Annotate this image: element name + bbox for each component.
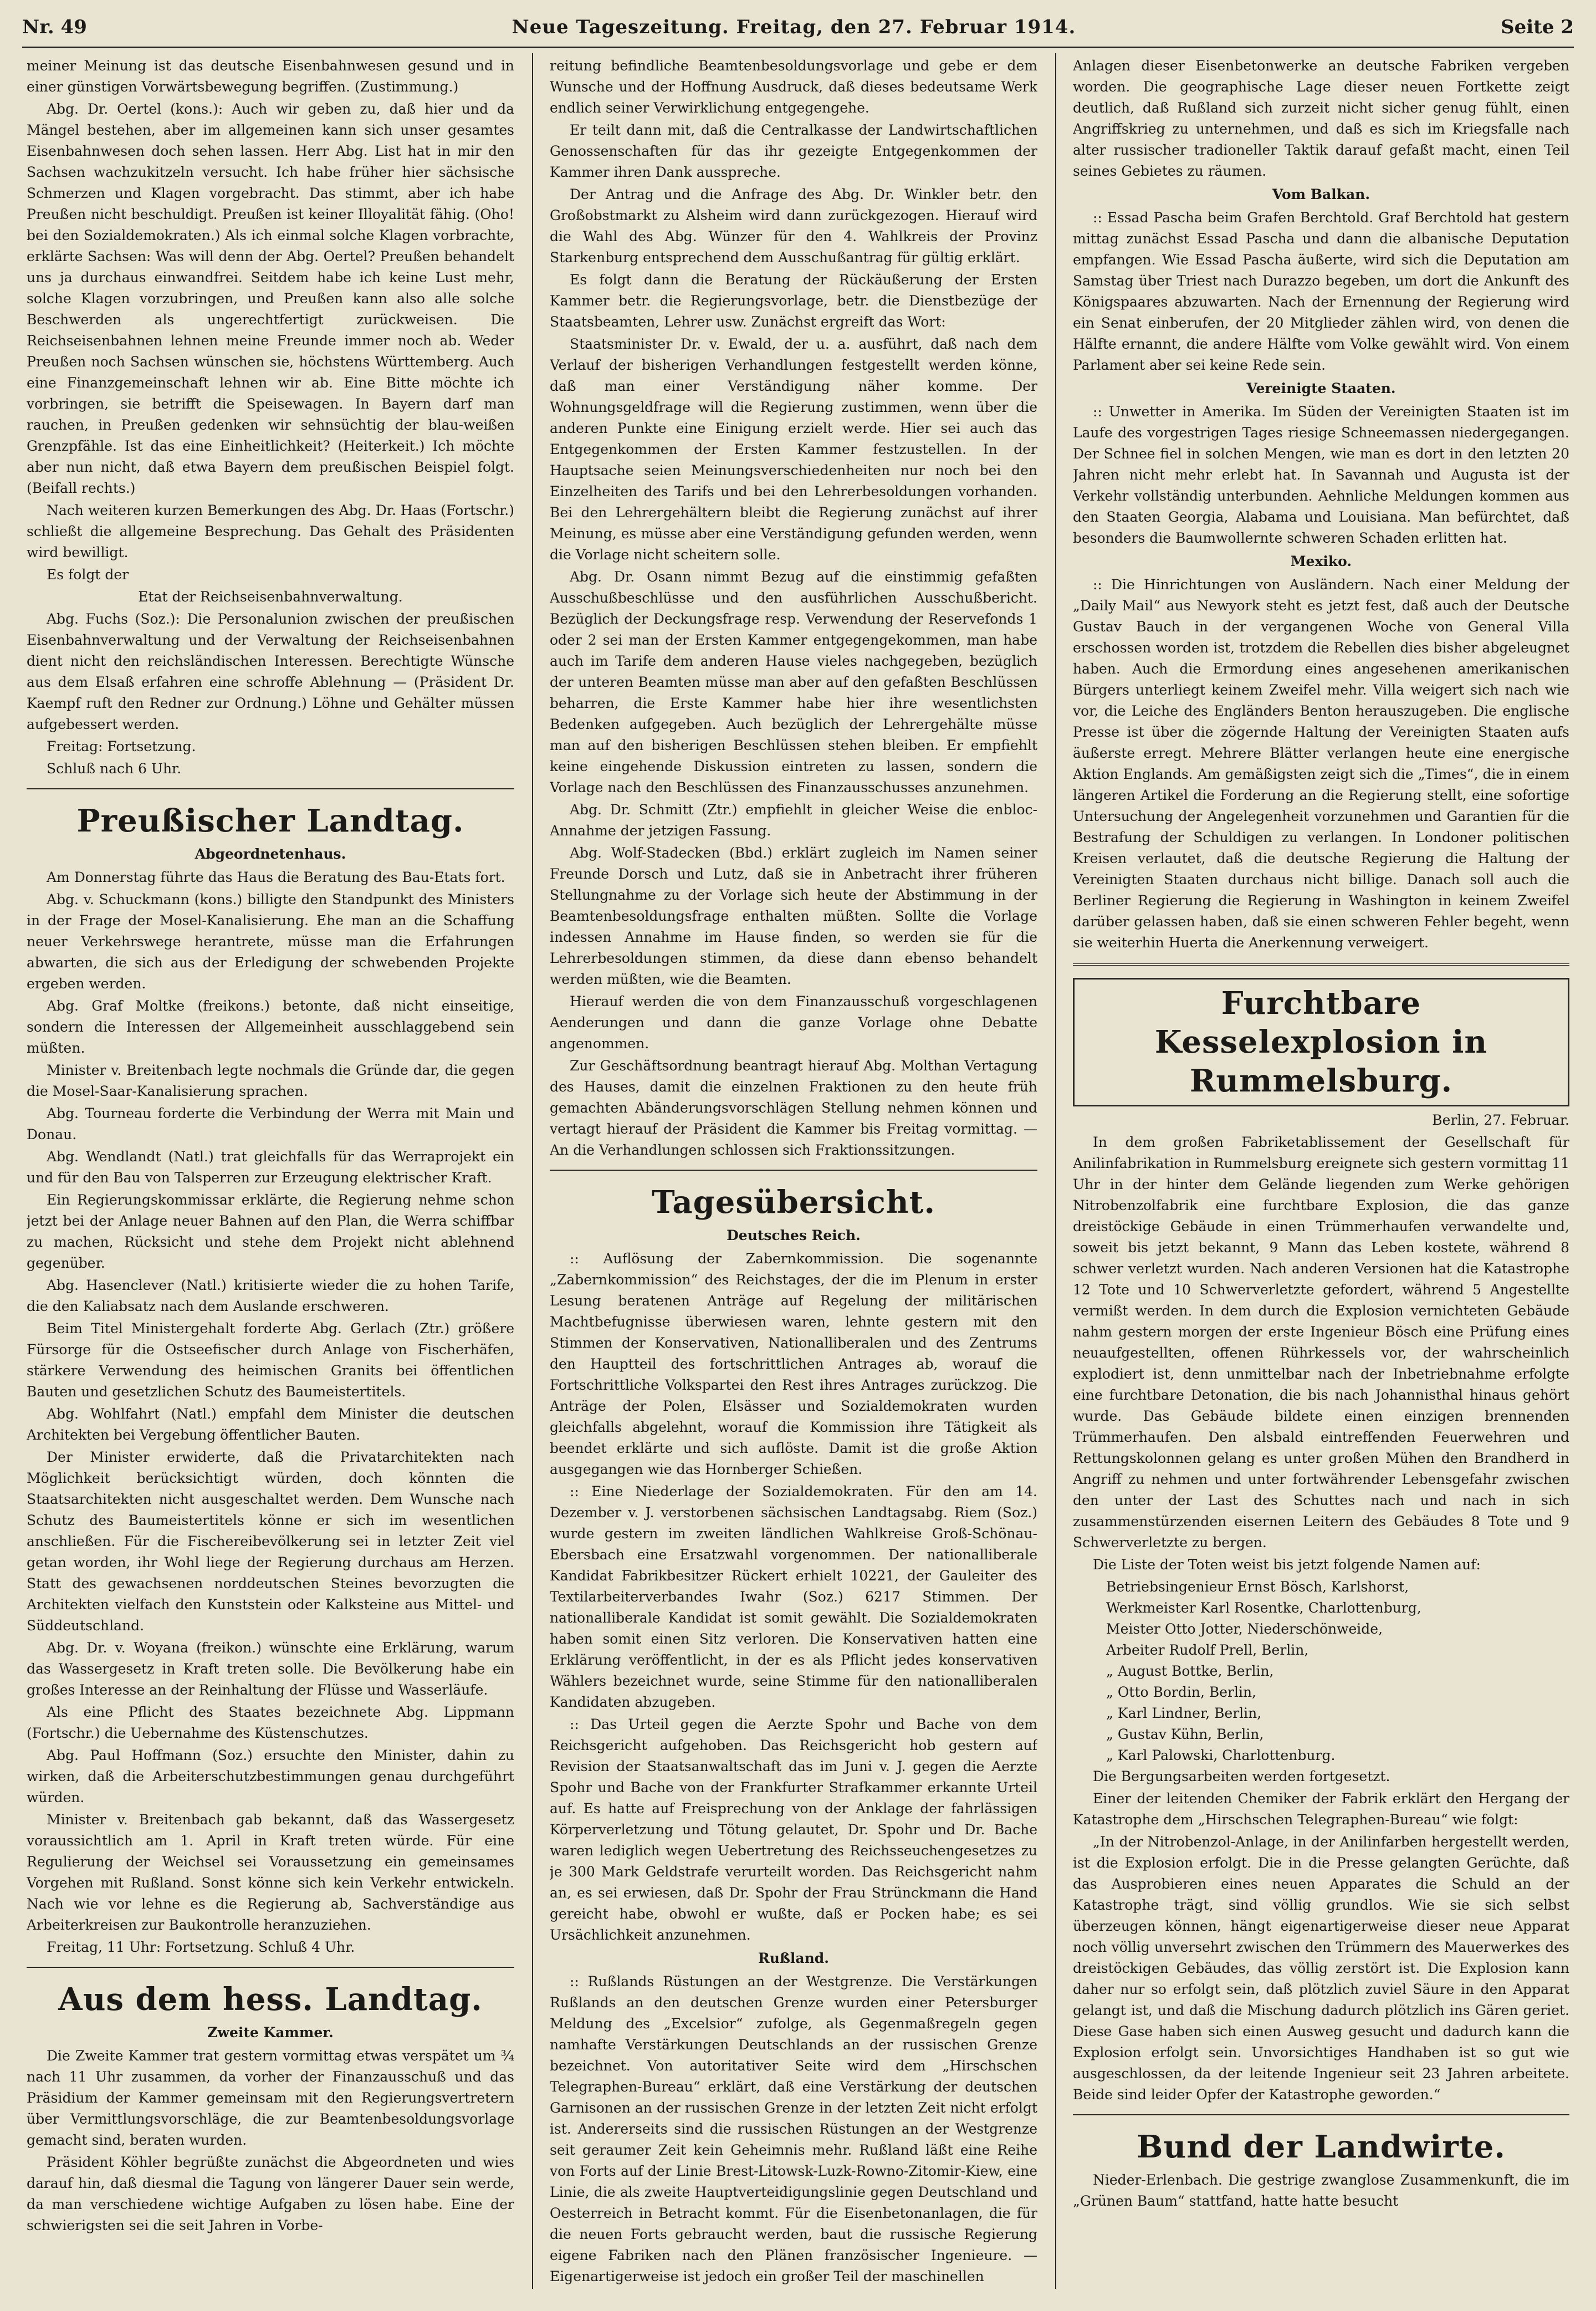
news-item: :: Rußlands Rüstungen an der Westgrenze. Die Verstärkungen Rußlands an den deutschen Grenze wurden einer Petersburger Meldung des „Excelsior“ zufolge, als Gegenmaßregeln gegen namhafte Verstärkungen Deutschlands an der russischen Grenze bezeichnet. Von autoritativer Seite wird dem „Hirschschen Telegraphen-Bureau“ erklärt, daß eine Verstärkung der deutschen Garnisonen an der russischen Grenze in der letzten Zeit nicht erfolgt ist. Andererseits sind die russischen Rüstungen an der Westgrenze seit geraumer Zeit kein Geheimnis mehr. Rußland läßt eine Reihe von Forts auf der Linie Brest-Litowsk-Luzk-Rowno-Zitomir-Kiew, eine Linie, die als zweite Hauptverteidigungslinie gegen Deutschland und Oesterreich in Betracht kommt. Für die Eisenbetonanlagen, die für die neuen Forts gebraucht werden, baut die russische Regierung eigene Fabriken nach den Plänen französischer Ingenieure. — Eigenartigerweise ist jedoch ein großer Teil der maschinellen bbox=[550, 1973, 1037, 2284]
article-text: Abg. Tourneau forderte die Verbindung der Werra mit Main und Donau. bbox=[27, 1105, 514, 1142]
subheading: Rußland. bbox=[758, 1950, 829, 1966]
subheading: Mexiko. bbox=[1290, 553, 1352, 569]
list-item: „ August Bottke, Berlin, bbox=[1106, 1663, 1274, 1679]
article-text: Abg. Dr. Schmitt (Ztr.) empfiehlt in gleicher Weise die enbloc-Annahme der jetzigen Fassung. bbox=[550, 802, 1037, 839]
headline-hess-landtag: Aus dem hess. Landtag. bbox=[58, 1981, 483, 2018]
news-item: :: Auflösung der Zabernkommission. Die sogenannte „Zabernkommission“ des Reichstages, der die im Plenum in erster Lesung beratenen Anträge auf Regelung der militärischen Machtbefugnisse überwiesen waren, lehnte gestern mit den Stimmen der Konservativen, Nationalliberalen und des Zentrums den Hauptteil des fortschrittlichen Antrages ab, worauf die Fortschrittliche Volkspartei den Rest ihres Antrages zurückzog. Die Anträge der Polen, Elsässer und Sozialdemokraten wurden gleichfalls abgelehnt, worauf die Kommission ihre Tätigkeit als beendet erklärte und sich auflöste. Damit ist die große Aktion ausgegangen wie das Hornberger Schießen. bbox=[550, 1251, 1037, 1477]
article-text: Es folgt der bbox=[47, 567, 129, 583]
article-text: Nieder-Erlenbach. Die gestrige zwanglose Zusammenkunft, die im „Grünen Baum“ stattfand, hatte hatte besucht bbox=[1073, 2172, 1569, 2209]
news-item: :: Unwetter in Amerika. Im Süden der Vereinigten Staaten ist im Laufe des vorgestrigen Tages riesige Schneemassen niedergegangen. Der Schnee fiel in solchen Mengen, wie man es dort in den letzten 20 Jahren nicht mehr erlebt hat. In Savannah und Augusta ist der Verkehr vollständig unterbunden. Aehnliche Meldungen kommen aus den Staaten Georgia, Alabama und Louisiana. Man befürchtet, daß besonders die Baumwollernte schweren Schaden erlitten hat. bbox=[1073, 404, 1569, 546]
article-text: Es folgt dann die Beratung der Rückäußerung der Ersten Kammer betr. die Regierungsvorlage, betr. die Dienstbezüge der Staatsbeamten, Lehrer usw. Zunächst ergreift das Wort: bbox=[550, 272, 1037, 330]
article-text: Minister v. Breitenbach legte nochmals die Gründe dar, die gegen die Mosel-Saar-Kanalisierung sprachen. bbox=[27, 1062, 514, 1099]
article-text: Zur Geschäftsordnung beantragt hierauf Abg. Molthan Vertagung des Hauses, damit die einzelnen Fraktionen zu den heute früh gemachten Abänderungsvorschlägen Stellung nehmen können und vertagt hierauf der Präsident die Kammer bis Freitag vormittag. — An die Verhandlungen schlossen sich Fraktionssitzungen. bbox=[550, 1058, 1037, 1158]
dateline: Berlin, 27. Februar. bbox=[1432, 1112, 1569, 1128]
list-item: Meister Otto Jotter, Niederschönweide, bbox=[1106, 1621, 1383, 1637]
column-2 bbox=[550, 55, 1037, 2289]
divider bbox=[1073, 2114, 1569, 2115]
news-item: :: Essad Pascha beim Grafen Berchtold. Graf Berchtold hat gestern mittag zunächst Essad Pascha und dann die albanische Deputation empfangen. Wie Essad Pascha äußerte, wird sich die Deputation am Samstag über Triest nach Durazzo begeben, um dort die Ankunft des Königspaares abzuwarten. Nach der Ernennung der Regierung wird ein Senat einberufen, der 20 Mitglieder zählen wird, von denen die Hälfte ernannt, die andere Hälfte vom Volke gewählt wird. Von einem Parlament aber sei keine Rede sein. bbox=[1073, 210, 1569, 373]
article-text: Der Minister erwiderte, daß die Privatarchitekten nach Möglichkeit berücksichtigt würden, doch könnten die Staatsarchitekten nicht ausgeschaltet werden. Dem Wunsche nach Schutz des Baumeistertitels könne er sich im wesentlichen anschließen. Für die Fischereibevölkerung sei in letzter Zeit viel getan worden, ihr Wohl liege der Regierung durchaus am Herzen. Statt des gewachsenen norddeutschen Steines bevorzugten die Architekten vielfach den Kunststein oder Kalksteine aus Mittel- und Süddeutschland. bbox=[27, 1449, 514, 1634]
list-item: Werkmeister Karl Rosentke, Charlottenburg, bbox=[1106, 1600, 1421, 1616]
article-text: Abg. Wohlfahrt (Natl.) empfahl dem Minister die deutschen Architekten bei Vergebung öffentlicher Bauten. bbox=[27, 1406, 514, 1443]
news-item: :: Das Urteil gegen die Aerzte Spohr und Bache von dem Reichsgericht aufgehoben. Das Reichsgericht hob gestern auf Revision der Staatsanwaltschaft das im Juni v. J. gegen die Aerzte Spohr und Bache von der Frankfurter Strafkammer erkannte Urteil auf. Es hatte auf Freisprechung von der Anklage der fahrlässigen Körperverletzung und Tötung gelautet, Dr. Spohr und Dr. Bache waren lediglich wegen Uebertretung des Reichsseuchengesetzes zu je 300 Mark Geldstrafe verurteilt worden. Das Reichsgericht nahm an, es sei erwiesen, daß Dr. Spohr der Frau Strünckmann die Hand gereicht habe, obwohl er wußte, daß er Pocken habe; es sei Ursächlichkeit anzunehmen. bbox=[550, 1716, 1037, 1943]
headline-kesselexplosion: Furchtbare Kesselexplosion in Rummelsburg. bbox=[1073, 978, 1569, 1106]
article-text: Schluß nach 6 Uhr. bbox=[47, 761, 182, 777]
masthead bbox=[22, 8, 1574, 48]
article-text: Abg. Wolf-Stadecken (Bbd.) erklärt zugleich im Namen seiner Freunde Dorsch und Lutz, daß sie in Anbetracht ihrer früheren Stellungnahme zu der Vorlage sich heute der Abstimmung in der Beamtenbesoldungsfrage enthalten müßten. Sollte die Vorlage indessen Annahme im Hause finden, so werden sie für die Lehrerbesoldungen stimmen, da diese dann ebenso behandelt werden müßten, wie die Beamten. bbox=[550, 845, 1037, 987]
subheading: Abgeordnetenhaus. bbox=[195, 846, 346, 862]
headline-tagesuebersicht: Tagesübersicht. bbox=[652, 1184, 935, 1221]
article-text: Als eine Pflicht des Staates bezeichnete Abg. Lippmann (Fortschr.) die Uebernahme des Küstenschutzes. bbox=[27, 1704, 514, 1741]
article-text: Einer der leitenden Chemiker der Fabrik erklärt den Hergang der Katastrophe dem „Hirschschen Telegraphen-Bureau“ wie folgt: bbox=[1073, 1790, 1569, 1828]
divider bbox=[27, 788, 514, 789]
list-item: „ Karl Lindner, Berlin, bbox=[1106, 1705, 1262, 1721]
article-text: Hierauf werden die von dem Finanzausschuß vorgeschlagenen Aenderungen und dann die ganze Vorlage ohne Debatte angenommen. bbox=[550, 993, 1037, 1052]
article-text: meiner Meinung ist das deutsche Eisenbahnwesen gesund und in einer günstigen Vorwärtsbewegung begriffen. (Zustimmung.) bbox=[27, 58, 514, 95]
article-text: Die Zweite Kammer trat gestern vormittag etwas verspätet um ¾ nach 11 Uhr zusammen, da vorher der Finanzausschuß und das Präsidium der Kammer gemeinsam mit den Regierungsvertretern über Vermittlungsvorschläge, die zur Beamtenbesoldungsvorlage gemacht sind, beraten wurden. bbox=[27, 2048, 514, 2148]
section-subtitle: Etat der Reichseisenbahnverwaltung. bbox=[138, 589, 403, 605]
article-text: Anlagen dieser Eisenbetonwerke an deutsche Fabriken vergeben worden. Die geographische Lage dieser neuen Fortkette zeigt deutlich, daß Rußland sich zurzeit nicht sicher genug fühlt, einen Angriffskrieg zu unternehmen, und daß es sich im Kriegsfalle nach alter russischer tradioneller Taktik darauf gefaßt macht, einen Teil seines Gebietes zu räumen. bbox=[1073, 58, 1569, 179]
article-text: Die Bergungsarbeiten werden fortgesetzt. bbox=[1093, 1768, 1390, 1784]
article-text: Abg. Dr. Osann nimmt Bezug auf die einstimmig gefaßten Ausschußbeschlüsse und den ausführlichen Ausschußbericht. Bezüglich der Deckungsfrage resp. Verwendung der Reservefonds 1 oder 2 sei man der Ersten Kammer entgegengekommen, man habe auch im Tarife dem anderen Hause vieles nachgegeben, bezüglich der unteren Beamten müsse man aber auf den gefaßten Beschlüssen beharren, die Erste Kammer habe hier ihre wesentlichsten Bedenken aufgegeben. Auch bezüglich der Lehrergehälte müsse man auf den bisherigen Beschlüssen stehen bleiben. Er empfiehlt keine eingehende Diskussion eintreten zu lassen, sondern die Vorlage nach den Beschlüssen des Finanzausschusses anzunehmen. bbox=[550, 569, 1037, 795]
column-3 bbox=[1073, 55, 1569, 2289]
column-1 bbox=[27, 55, 514, 2289]
divider bbox=[550, 1170, 1037, 1171]
article-text: Die Liste der Toten weist bis jetzt folgende Namen auf: bbox=[1093, 1557, 1481, 1573]
subheading: Vereinigte Staaten. bbox=[1246, 380, 1396, 396]
article-text: Am Donnerstag führte das Haus die Beratung des Bau-Etats fort. bbox=[47, 869, 505, 885]
list-item: Arbeiter Rudolf Prell, Berlin, bbox=[1106, 1642, 1309, 1658]
article-text: Er teilt dann mit, daß die Centralkasse der Landwirtschaftlichen Genossenschaften für das ihr gezeigte Entgegenkommen der Kammer ihren Dank ausspreche. bbox=[550, 122, 1037, 180]
article-text: Minister v. Breitenbach gab bekannt, daß das Wassergesetz voraussichtlich am 1. April in Kraft treten würde. Für eine Regulierung der Weichsel sei Voraussetzung ein gemeinsames Vorgehen mit Rußland. Sonst könne sich kein Verkehr entwickeln. Nach wie vor lehne es die Regierung ab, Sachverständige aus Arbeiterkreisen zur Baukontrolle heranzuziehen. bbox=[27, 1812, 514, 1933]
article-text: „In der Nitrobenzol-Anlage, in der Anilinfarben hergestellt werden, ist die Explosion erfolgt. Die in die Presse gelangten Gerüchte, daß das Ausprobieren eines neuen Apparates die Schuld an der Katastrophe trägt, sind völlig grundlos. Wie sie sich selbst überzeugen können, hängt eigenartigerweise dieser neue Apparat noch völlig unversehrt zwischen den Trümmern des Mauerwerkes des dreistöckigen Gebäudes, das völlig zerstört ist. Die Explosion kann daher nur so erfolgt sein, daß plötzlich zuviel Säure in den Apparat gelangt ist, und daß die Mischung dadurch plötzlich ins Gären geriet. Diese Gase haben sich einen Ausweg gesucht und dadurch kann die Explosion erfolgt sein. Unvorsichtiges Handhaben ist so gut wie ausgeschlossen, da der leitende Ingenieur seit 23 Jahren arbeitete. Beide sind leider Opfer der Katastrophe geworden.“ bbox=[1073, 1834, 1569, 2103]
article-text: reitung befindliche Beamtenbesoldungsvorlage und gebe er dem Wunsche und der Hoffnung Ausdruck, daß dieses bedeutsame Werk endlich seiner Verwirklichung entgegengehe. bbox=[550, 58, 1037, 116]
list-item: „ Otto Bordin, Berlin, bbox=[1106, 1684, 1257, 1700]
news-item: :: Die Hinrichtungen von Ausländern. Nach einer Meldung der „Daily Mail“ aus Newyork steht es jetzt fest, daß auch der Deutsche Gustav Bauch in der vergangenen Woche von General Villa erschossen worden ist, trotzdem die Rebellen dies bisher abgeleugnet haben. Auch die Ermordung eines angesehenen amerikanischen Bürgers unterliegt keinem Zweifel mehr. Villa weigert sich nach wie vor, die Leiche des Engländers Benton herauszugeben. Die englische Presse ist über die zögernde Haltung der Vereinigten Staaten aufs äußerste erregt. Mehrere Blätter verlangen heute eine energische Aktion Englands. Am gemäßigsten zeigt sich die „Times“, die in einem längeren Artikel die Forderung an die Regierung stellt, eine sofortige Untersuchung der Angelegenheit vorzunehmen und Garantien für die Bestrafung der Schuldigen zu verlangen. In Londoner politischen Kreisen verlautet, daß die deutsche Regierung die Haltung der Vereinigten Staaten durchaus nicht billige. Danach soll auch die Berliner Regierung die Regierung in Washington in keinem Zweifel darüber gelassen haben, daß sie einen schweren Fehler begeht, wenn sie weiterhin Huerta die Anerkennung verweigert. bbox=[1073, 577, 1569, 951]
article-text: Freitag, 11 Uhr: Fortsetzung. Schluß 4 Uhr. bbox=[47, 1939, 355, 1955]
article-text: Abg. Graf Moltke (freikons.) betonte, daß nicht einseitige, sondern die Interessen der Allgemeinheit ausschlaggebend sein müßten. bbox=[27, 998, 514, 1056]
subheading: Zweite Kammer. bbox=[207, 2024, 334, 2040]
article-text: Der Antrag und die Anfrage des Abg. Dr. Winkler betr. den Großobstmarkt zu Alsheim wird dann zurückgezogen. Hierauf wird die Wahl des Abg. Wünzer für den 4. Wahlkreis der Provinz Starkenburg entsprechend dem Ausschußantrag für gültig erklärt. bbox=[550, 186, 1037, 266]
divider bbox=[1073, 963, 1569, 966]
list-item: „ Gustav Kühn, Berlin, bbox=[1106, 1726, 1264, 1742]
article-text: Abg. Dr. Oertel (kons.): Auch wir geben zu, daß hier und da Mängel bestehen, aber im allgemeinen kann sich unser gesamtes Eisenbahnwesen doch sehen lassen. Herr Abg. List hat in mir den Sachsen wachzukitzeln versucht. Ich habe früher hier sächsische Schmerzen und Klagen vorgebracht. Das stimmt, aber ich habe Preußen nicht beschuldigt. Preußen ist keiner Illoyalität fähig. (Oho! bei den Sozialdemokraten.) Als ich einmal solche Klagen vorbrachte, erklärte Sachsen: Was will denn der Abg. Oertel? Preußen behandelt uns ja durchaus einwandfrei. Seitdem habe ich keine Lust mehr, solche Klagen vorzubringen, und Preußen kann also alle solche Beschwerden als ungerechtfertigt zurückweisen. Die Reichseisenbahnen lehnen meine Freunde immer noch ab. Weder Preußen noch Sachsen wünschen sie, höchstens Württemberg. Auch eine Finanzgemeinschaft lehnen wir ab. Eine Bitte möchte ich vorbringen, sie betrifft die Speisewagen. In Bayern darf man rauchen, in Preußen gedenken wir sehnsüchtig der blau-weißen Grenzpfähle. Ist das eine Einheitlichkeit? (Heiterkeit.) Ich möchte aber nun nicht, daß etwa Bayern dem preußischen Beispiel folgt. (Beifall rechts.) bbox=[27, 101, 514, 496]
divider bbox=[27, 1967, 514, 1968]
list-item: Betriebsingenieur Ernst Bösch, Karlshorst, bbox=[1106, 1579, 1409, 1595]
article-text: Beim Titel Ministergehalt forderte Abg. Gerlach (Ztr.) größere Fürsorge für die Ostseefischer durch Anlage von Fischerhäfen, stärkere Verwendung des heimischen Granits bei öffentlichen Bauten und gesetzlichen Schutz des Baumeistertitels. bbox=[27, 1320, 514, 1400]
headline-preussischer-landtag: Preußischer Landtag. bbox=[76, 803, 464, 839]
article-text: Staatsminister Dr. v. Ewald, der u. a. ausführt, daß nach dem Verlauf der bisherigen Verhandlungen festgestellt werden könne, daß man einer Verständigung näher komme. Der Wohnungsgeldfrage will die Regierung zustimmen, wenn über die anderen Punkte eine Einigung erzielt werde. Hier sei auch das Entgegenkommen der Ersten Kammer festzustellen. In der Hauptsache seien Meinungsverschiedenheiten nur noch bei den Einzelheiten des Tarifs und bei den Lehrerbesoldungen vorhanden. Bei den Lehrergehältern bleibt die Regierung zunächst auf ihrer Meinung, es müsse aber eine Verständigung gefunden werden, wenn die Vorlage nicht scheitern solle. bbox=[550, 336, 1037, 563]
issue-number: Nr. 49 bbox=[22, 16, 87, 38]
article-text: Abg. Hasenclever (Natl.) kritisierte wieder die zu hohen Tarife, die den Kaliabsatz nach dem Auslande erschweren. bbox=[27, 1277, 514, 1314]
news-item: :: Eine Niederlage der Sozialdemokraten. Für den am 14. Dezember v. J. verstorbenen sächsischen Landtagsabg. Riem (Soz.) wurde gestern im zweiten ländlichen Wahlkreise Groß-Schönau-Ebersbach eine Ersatzwahl vorgenommen. Der nationalliberale Kandidat Fabrikbesitzer Rückert erhielt 10221, der Gauleiter des Textilarbeiterverbandes Iwahr (Soz.) 6217 Stimmen. Der nationalliberale Kandidat ist somit gewählt. Die Sozialdemokraten haben somit einen Sitz verloren. Die Konservativen hatten eine Erklärung veröffentlicht, in der es als Pflicht jedes konservativen Wählers bezeichnet wurde, seine Stimme für den nationalliberalen Kandidaten abzugeben. bbox=[550, 1483, 1037, 1710]
article-text: Ein Regierungskommissar erklärte, die Regierung nehme schon jetzt bei der Anlage neuer Bahnen auf den Plan, die Werra schiffbar zu machen, Rücksicht und stehe dem Projekt nicht ablehnend gegenüber. bbox=[27, 1192, 514, 1271]
victims-list bbox=[1073, 1577, 1569, 1766]
article-text: Abg. Wendlandt (Natl.) trat gleichfalls für das Werraprojekt ein und für den Bau von Talsperren zur Erzeugung elektrischer Kraft. bbox=[27, 1149, 514, 1186]
page-number: Seite 2 bbox=[1501, 16, 1574, 38]
column-rule bbox=[532, 53, 533, 2289]
column-rule bbox=[1055, 53, 1056, 2289]
subheading: Vom Balkan. bbox=[1272, 186, 1370, 202]
article-text: Abg. Fuchs (Soz.): Die Personalunion zwischen der preußischen Eisenbahnverwaltung und der Verwaltung der Reichseisenbahnen dient nicht den reichsländischen Interessen. Berechtigte Wünsche aus dem Elsaß erfahren eine schroffe Ablehnung — (Präsident Dr. Kaempf ruft den Redner zur Ordnung.) Löhne und Gehälter müssen aufgebessert werden. bbox=[27, 611, 514, 732]
article-text: Abg. Paul Hoffmann (Soz.) ersuchte den Minister, dahin zu wirken, daß die Arbeiterschutzbestimmungen genau durchgeführt würden. bbox=[27, 1747, 514, 1805]
article-text: Abg. Dr. v. Woyana (freikon.) wünschte eine Erklärung, warum das Wassergesetz in Kraft treten solle. Die Bevölkerung habe ein großes Interesse an der Reinhaltung der Flüsse und Wasserläufe. bbox=[27, 1640, 514, 1698]
article-text: Präsident Köhler begrüßte zunächst die Abgeordneten und wies darauf hin, daß diesmal die Tagung von längerer Dauer sein werde, da man verschiedene wichtige Aufgaben zu lösen habe. Eine der schwierigsten sei die seit Jahren in Vorbe- bbox=[27, 2154, 514, 2233]
article-text: In dem großen Fabriketablissement der Gesellschaft für Anilinfabrikation in Rummelsburg ereignete sich gestern vormittag 11 Uhr in der hinter dem Gelände liegenden zum Werke gehörigen Nitrobenzolfabrik eine furchtbare Explosion, die das ganze dreistöckige Gebäude in einen Trümmerhaufen verwandelte und, soweit bis jetzt bekannt, 9 Mann das Leben kostete, während 8 schwer verletzt wurden. Nach anderen Versionen hat die Katastrophe 12 Tote und 10 Schwerverletzte gefordert, während 5 Angestellte vermißt werden. In dem durch die Explosion vernichteten Gebäude nahm gestern morgen der erste Ingenieur Bösch eine Prüfung eines neuaufgestellten, offenen Rührkessels vor, der wahrscheinlich explodiert ist, denn unmittelbar nach der Inbetriebnahme erfolgte eine furchtbare Detonation, die bis nach Johannisthal hinaus gehört wurde. Das Gebäude bildete einen einzigen brennenden Trümmerhaufen. Den alsbald eintreffenden Feuerwehren und Rettungskolonnen gelang es unter großen Mühen den Brandherd in Angriff zu nehmen und unter fortwährender Lebensgefahr zwischen den unter der Last des Schuttes nach und nach in sich zusammenstürzenden eisernen Leitern des Gebäudes 8 Tote und 9 Schwerverletzte zu bergen. bbox=[1073, 1134, 1569, 1550]
article-text: Abg. v. Schuckmann (kons.) billigte den Standpunkt des Ministers in der Frage der Mosel-Kanalisierung. Ehe man an die Schaffung neuer Verkehrswege herantrete, müsse man die Erfahrungen abwarten, die sich aus der Erledigung der schwebenden Projekte ergeben werden. bbox=[27, 891, 514, 992]
article-text: Freitag: Fortsetzung. bbox=[47, 738, 196, 754]
headline-bund-der-landwirte: Bund der Landwirte. bbox=[1137, 2129, 1506, 2165]
list-item: „ Karl Palowski, Charlottenburg. bbox=[1106, 1747, 1336, 1763]
article-text: Nach weiteren kurzen Bemerkungen des Abg. Dr. Haas (Fortschr.) schließt die allgemeine Besprechung. Das Gehalt des Präsidenten wird bewilligt. bbox=[27, 502, 514, 560]
subheading: Deutsches Reich. bbox=[727, 1227, 861, 1243]
masthead-title: Neue Tageszeitung. Freitag, den 27. Februar 1914. bbox=[511, 16, 1076, 38]
